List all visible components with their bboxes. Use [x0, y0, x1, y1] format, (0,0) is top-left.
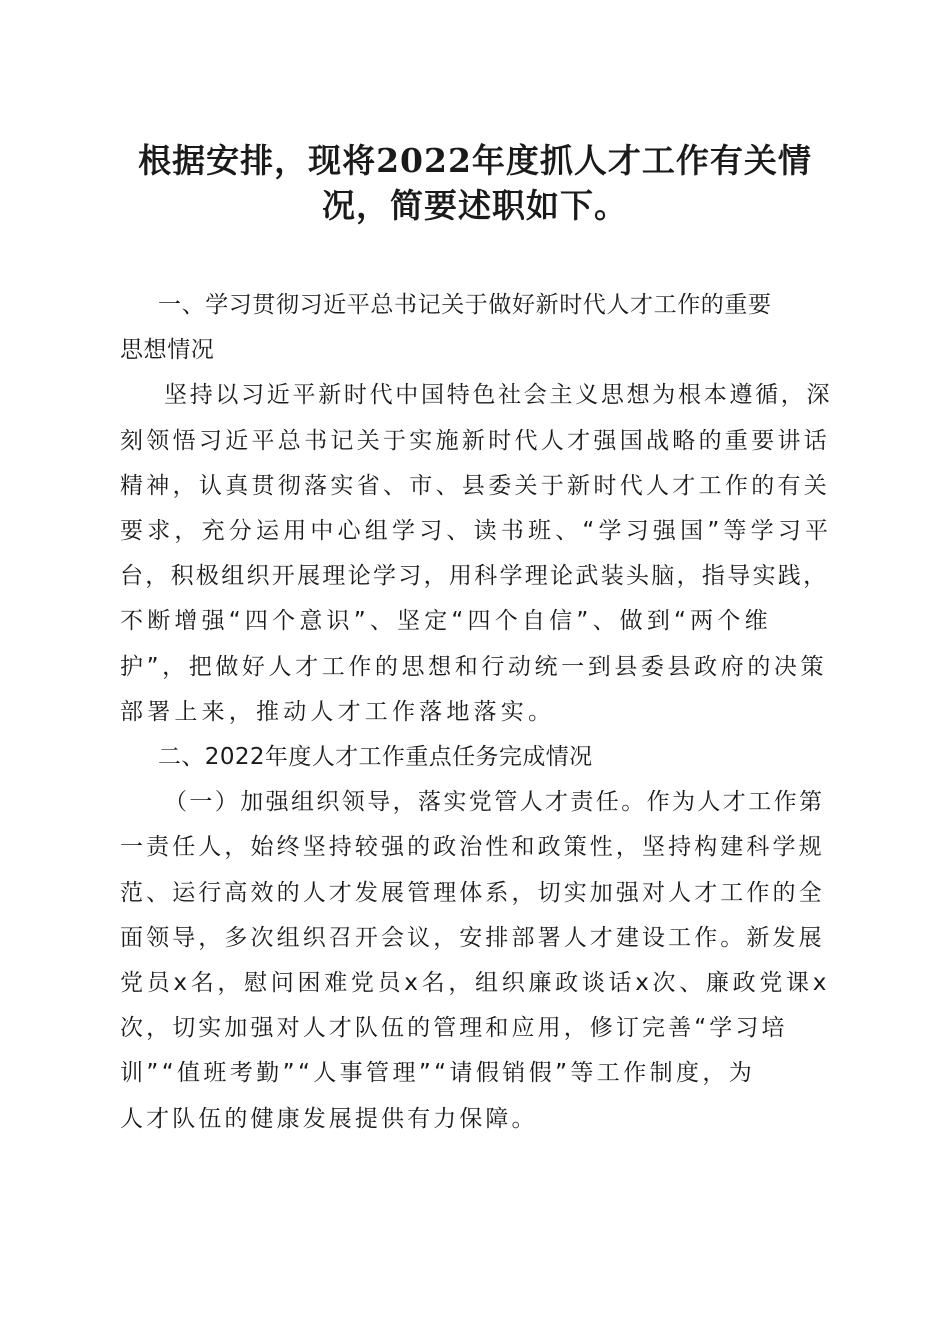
paragraph-line: 坚持以习近平新时代中国特色社会主义思想为根本遵循，深	[164, 382, 833, 409]
paragraph-line: 要求，充分运用中心组学习、读书班、“学习强国”等学习平	[120, 518, 833, 545]
heading-line: 思想情况	[120, 337, 215, 364]
paragraph-line: 台，积极组织开展理论学习，用科学理论武装头脑，指导实践，	[120, 563, 829, 590]
paragraph-line: （一）加强组织领导，落实党管人才责任。作为人才工作第	[164, 789, 825, 816]
paragraph-line: 训”“值班考勤”“人事管理”“请假销假”等工作制度，为	[120, 1060, 756, 1087]
heading-line: 一、学习贯彻习近平总书记关于做好新时代人才工作的重要	[158, 292, 772, 318]
paragraph-line: 护”，把做好人才工作的思想和行动统一到县委县政府的决策	[120, 653, 828, 680]
paragraph-line: 刻领悟习近平总书记关于实施新时代人才强国战略的重要讲话	[120, 427, 831, 454]
paragraph-line: 精神，认真贯彻落实省、市、县委关于新时代人才工作的有关	[120, 472, 831, 499]
paragraph-line: 党员x名，慰问困难党员x名，组织廉政谈话x次、廉政党课x	[120, 970, 831, 997]
section-2-heading	[120, 735, 832, 780]
document-body	[120, 283, 832, 1142]
section-1-heading	[120, 283, 832, 373]
section-1-paragraph	[120, 373, 832, 735]
paragraph-line: 次，切实加强对人才队伍的管理和应用，修订完善“学习培	[120, 1015, 788, 1042]
paragraph-line: 面领导，多次组织召开会议，安排部署人才建设工作。新发展	[120, 924, 825, 951]
paragraph-line: 一责任人，始终坚持较强的政治性和政策性，坚持构建科学规	[120, 834, 825, 861]
title-line: 况，简要述职如下。	[322, 186, 628, 225]
section-2-subsection-1	[120, 780, 832, 1142]
paragraph-line: 不断增强“四个意识”、坚定“四个自信”、做到“两个维	[120, 608, 772, 635]
title-line: 根据安排，现将2022年度抓人才工作有关情	[138, 141, 812, 180]
heading-line: 二、2022年度人才工作重点任务完成情况	[158, 744, 593, 771]
paragraph-line: 范、运行高效的人才发展管理体系，切实加强对人才工作的全	[120, 879, 825, 906]
paragraph-line: 部署上来，推动人才工作落地落实。	[120, 698, 556, 725]
document-title	[110, 138, 840, 228]
paragraph-line: 人才队伍的健康发展提供有力保障。	[120, 1105, 538, 1132]
